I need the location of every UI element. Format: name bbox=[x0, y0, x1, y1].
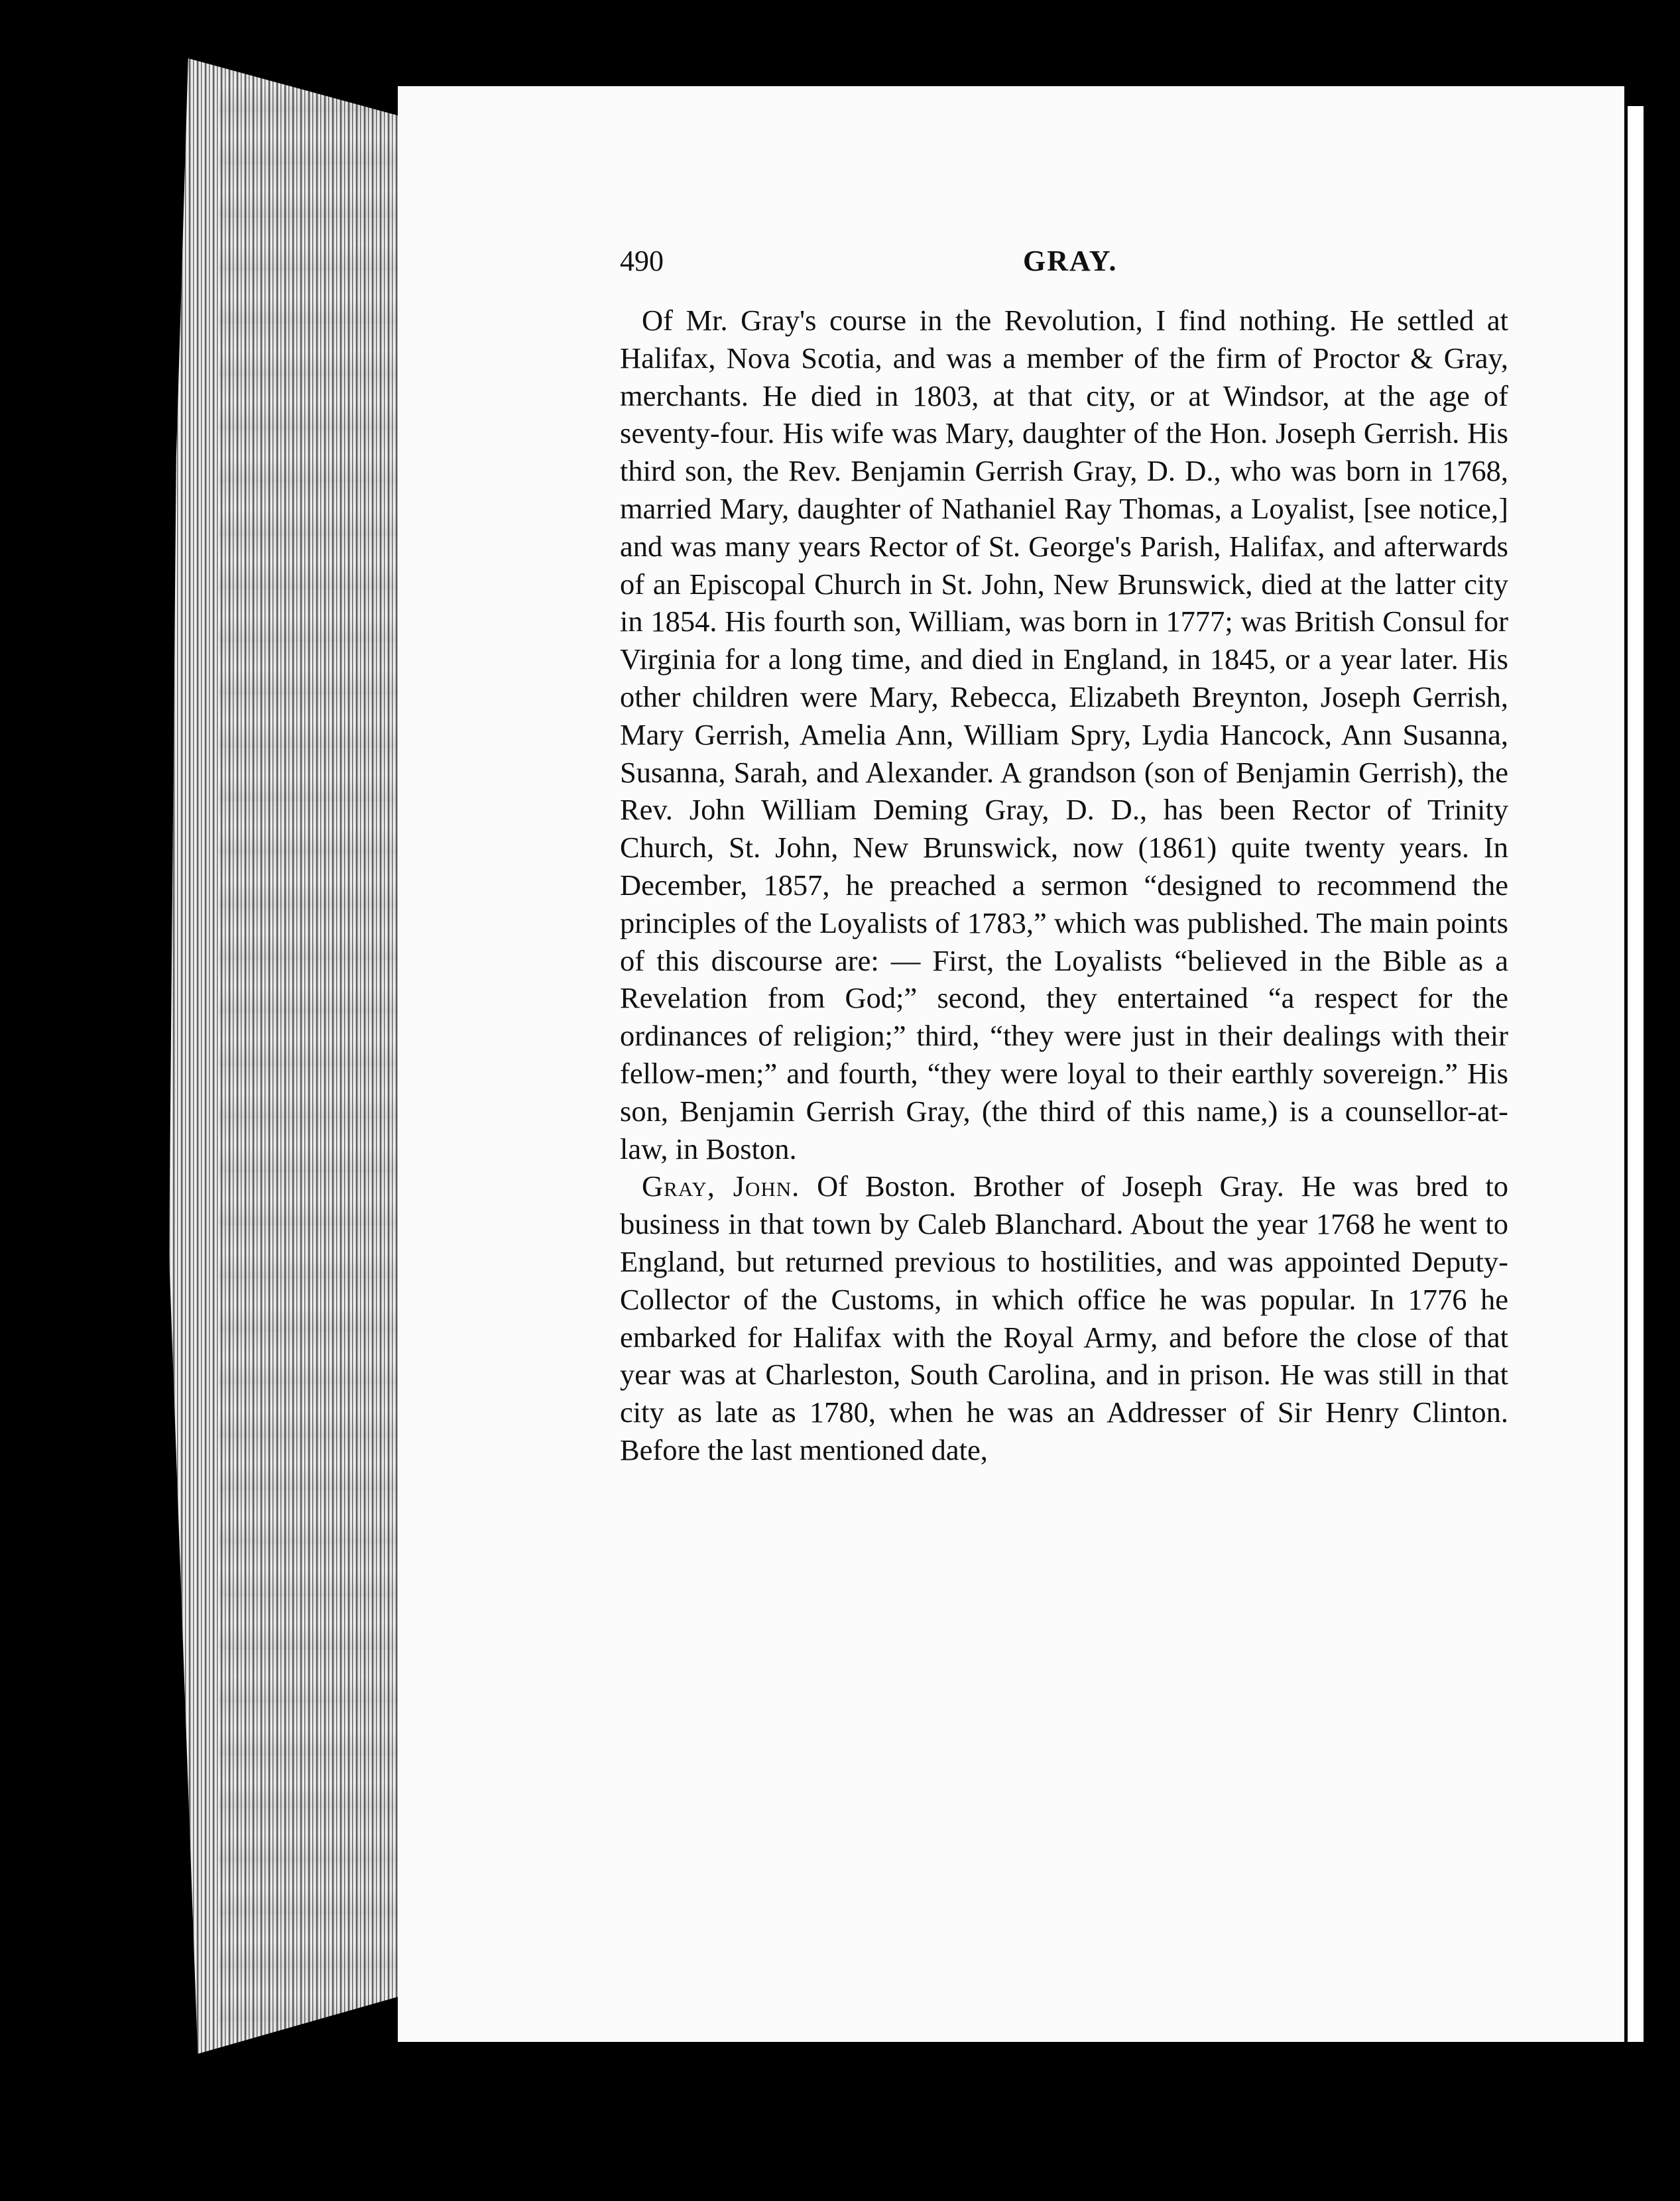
paragraph-gray-joseph-continued: Of Mr. Gray's course in the Revolution, I find nothing. He settled at Halifax, Nova Scotia, and was a member of the firm of Proctor & Gray, merchants. He died in 1803, at that city, or at Windsor, at the age of seventy-four. His wife was Mary, daughter of the Hon. Joseph Gerrish. His third son, the Rev. Benjamin Gerrish Gray, D. D., who was born in 1768, married Mary, daughter of Nathaniel Ray Thomas, a Loyalist, [see notice,] and was many years Rector of St. George's Parish, Halifax, and afterwards of an Episcopal Church in St. John, New Brunswick, died at the latter city in 1854. His fourth son, William, was born in 1777; was British Consul for Virginia for a long time, and died in England, in 1845, or a year later. His other children were Mary, Rebecca, Elizabeth Breynton, Joseph Gerrish, Mary Gerrish, Amelia Ann, William Spry, Lydia Hancock, Ann Susanna, Susanna, Sarah, and Alexander. A grandson (son of Benjamin Gerrish), the Rev. John William Deming Gray, D. D., has been Rector of Trinity Church, St. John, New Brunswick, now (1861) quite twenty years. In December, 1857, he preached a sermon “designed to recommend the principles of the Loyalists of 1783,” which was published. The main points of this discourse are: — First, the Loyalists “believed in the Bible as a Revelation from God;” second, they entertained “a respect for the ordinances of religion;” third, “they were just in their dealings with their fellow-men;” and fourth, “they were loyal to their earthly sovereign.” His son, Benjamin Gerrish Gray, (the third of this name,) is a counsellor-at-law, in Boston. bbox=[620, 304, 1508, 1165]
page-edge-shading bbox=[219, 58, 404, 2054]
page-number: 490 bbox=[620, 245, 664, 277]
page-header bbox=[620, 244, 1505, 290]
entry-text: Of Boston. Brother of Joseph Gray. He was bred to business in that town by Caleb Blanchard. About the year 1768 he went to England, but returned previous to hostilities, and was appointed Deputy-Collector of the Customs, in which office he was popular. In 1776 he embarked for Halifax with the Royal Army, and before the close of that year was at Charleston, South Carolina, and in prison. He was still in that city as late as 1780, when he was an Addresser of Sir Henry Clinton. Before the last mentioned date, bbox=[620, 1169, 1508, 1466]
entry-name: Gray, John. bbox=[642, 1169, 800, 1203]
facing-page-edge bbox=[1628, 106, 1644, 2042]
running-head: GRAY. bbox=[1023, 245, 1118, 277]
paragraph-gray-john bbox=[620, 1167, 1508, 1468]
page-body bbox=[620, 302, 1508, 1469]
